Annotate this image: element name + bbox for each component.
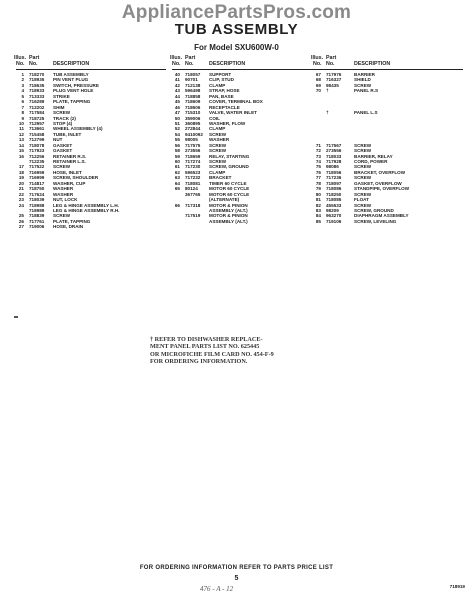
parts-column-1 — [16, 56, 166, 230]
part-description: CLIP, STUD — [209, 77, 234, 83]
part-number: 90701 — [185, 77, 198, 83]
parts-column-3 — [313, 56, 463, 224]
part-number: † — [326, 110, 329, 116]
part-description: PAN, BASE — [209, 93, 234, 99]
part-description: RECEPTACLE — [209, 104, 240, 110]
illus-number: 6 — [21, 99, 24, 105]
parts-row — [172, 219, 317, 224]
part-description: WASHER — [209, 137, 230, 143]
part-no-header: No. — [326, 61, 335, 67]
illus-number: 58 — [174, 148, 180, 154]
part-number: 9410092 — [185, 131, 203, 137]
part-no-header: No. — [29, 61, 38, 67]
illus-number: 26 — [18, 218, 24, 224]
part-number: 718081 — [185, 180, 201, 186]
illus-number: 7 — [21, 104, 24, 110]
illus-number: 43 — [174, 88, 180, 94]
model-subtitle: For Model SXU600W-0 — [194, 43, 279, 52]
part-description: WASHER, CUP — [53, 180, 86, 186]
illus-number: 42 — [174, 82, 180, 88]
part-number: 715310 — [185, 110, 201, 116]
illus-number: 9 — [21, 115, 24, 121]
illus-number: 27 — [18, 224, 24, 230]
part-description: SHIELD — [354, 77, 371, 83]
parts-column-2 — [172, 56, 317, 224]
part-number: 963270 — [326, 213, 342, 219]
handwritten-note: 476 - A - 12 — [200, 585, 234, 593]
part-description: CLAMP — [209, 82, 226, 88]
part-description: PIN VENT PLUG — [53, 77, 89, 83]
part-description: SCREW — [354, 175, 372, 181]
illus-number: 2 — [21, 77, 24, 83]
part-number: 712957 — [29, 120, 45, 126]
part-number: 718933 — [29, 88, 45, 94]
illus-number: 70 — [315, 88, 321, 94]
part-description: SHIM — [53, 104, 65, 110]
illus-number: 62 — [174, 169, 180, 175]
part-description: LEG & HINGE ASSEMBLY L.H. — [53, 202, 119, 208]
part-number: 712138 — [185, 82, 201, 88]
part-number: 98435 — [326, 82, 339, 88]
illus-number: 59 — [174, 153, 180, 159]
illus-number: 21 — [18, 186, 24, 192]
illus-number: 52 — [174, 126, 180, 132]
part-description: WASHER — [53, 186, 74, 192]
part-number: 718609 — [185, 99, 201, 105]
part-header: Part — [185, 55, 196, 61]
part-number: 273556 — [185, 148, 201, 154]
part-description: CLAMP — [209, 126, 226, 132]
page-number: 5 — [234, 575, 239, 582]
part-number: 716999 — [29, 175, 45, 181]
illus-number: 55 — [174, 137, 180, 143]
illus-number: 19 — [18, 175, 24, 181]
part-number: 367765 — [185, 191, 201, 197]
illus-number: 68 — [315, 77, 321, 83]
part-number: 718635 — [29, 82, 45, 88]
part-number: 716327 — [326, 77, 342, 83]
illus-number: 24 — [18, 202, 24, 208]
part-description: CORD, POWER — [354, 159, 388, 164]
part-description: MOTOR 60 CYCLE — [209, 186, 250, 192]
description-header: DESCRIPTION — [209, 61, 246, 67]
illus-header: Illus. — [14, 55, 27, 61]
part-number: 718270 — [29, 72, 45, 77]
part-number: 717522 — [29, 164, 45, 170]
part-number: 717519 — [185, 213, 201, 219]
part-description: BRACKET, OVERFLOW — [354, 169, 406, 175]
part-description: (ALTERNATE) — [209, 197, 240, 203]
part-number: 712202 — [29, 104, 45, 110]
part-number: 596523 — [185, 169, 201, 175]
illus-number: 73 — [315, 153, 321, 159]
illus-number: 22 — [18, 191, 24, 197]
illus-number: 81 — [315, 197, 321, 203]
illus-number: 14 — [18, 142, 24, 148]
part-description: SCREW — [53, 213, 71, 219]
part-description: SCREW — [354, 202, 372, 208]
part-description: LEG & HINGE ASSEMBLY R.H. — [53, 207, 120, 213]
part-number: 717230 — [185, 164, 201, 170]
illus-number: 82 — [315, 202, 321, 208]
part-number: 718085 — [326, 197, 342, 203]
part-description: SCREW — [53, 164, 71, 170]
illus-number: 44 — [174, 93, 180, 99]
part-number: 272844 — [185, 126, 201, 132]
part-header: Part — [326, 55, 337, 61]
illus-number: 12 — [18, 131, 24, 137]
part-description: SCREW — [53, 110, 71, 116]
part-description: PLUG VENT HOLE — [53, 88, 94, 94]
illus-number: 41 — [174, 77, 180, 83]
illus-number: 15 — [18, 148, 24, 154]
part-number: 718858 — [185, 93, 201, 99]
column-header — [16, 62, 166, 70]
illus-number: 56 — [174, 142, 180, 148]
part-number: 718989 — [29, 207, 45, 213]
part-header: Part — [29, 55, 40, 61]
part-description: RETAINER R.S. — [53, 153, 87, 159]
part-number: 717232 — [185, 175, 201, 181]
part-number: 718086 — [326, 186, 342, 192]
part-number: 713661 — [29, 126, 45, 132]
part-description: STRIKE — [53, 93, 70, 99]
part-number: 718250 — [326, 191, 342, 197]
part-number: 718988 — [29, 202, 45, 208]
illus-number: 50 — [174, 115, 180, 121]
no-header: No. — [172, 61, 181, 67]
illus-number: 4 — [21, 88, 24, 94]
part-number: † — [326, 88, 329, 94]
illus-number: 65 — [174, 186, 180, 192]
part-description: WASHER, FLOW — [209, 120, 246, 126]
part-description: WASHER — [53, 191, 74, 197]
part-description: NUT, LOCK — [53, 197, 78, 203]
part-description: SCREW, SHOULDER — [53, 175, 99, 181]
part-description: STRAP, HOSE — [209, 88, 240, 94]
part-number: 719106 — [326, 218, 342, 224]
illus-number: 5 — [21, 93, 24, 99]
part-description: HOSE, INLET — [53, 169, 82, 175]
part-description: SCREW, GROUND — [209, 164, 249, 170]
part-description: HOSE, DRAIN — [53, 224, 84, 230]
illus-number: 71 — [315, 142, 321, 148]
illus-number: 13 — [18, 137, 24, 143]
illus-number: 16 — [18, 153, 24, 159]
part-description: SCREW — [354, 148, 372, 154]
part-number: 715458 — [29, 131, 45, 137]
column-header — [172, 62, 317, 70]
part-number: 717976 — [326, 72, 342, 77]
illus-number: 85 — [315, 218, 321, 224]
part-number: 718750 — [29, 186, 45, 192]
part-description: SCREW — [209, 131, 227, 137]
parts-row — [16, 224, 166, 229]
part-number: 273556 — [326, 148, 342, 154]
part-number: 80124 — [185, 186, 198, 192]
part-description: BARRIER — [354, 72, 375, 77]
part-description: SCREW — [354, 82, 372, 88]
part-description: SCREW — [354, 164, 372, 170]
illus-number: 64 — [174, 180, 180, 186]
part-number: 717584 — [29, 110, 45, 116]
illus-number: 72 — [315, 148, 321, 154]
part-description: BARRIER, RELAY — [354, 153, 393, 159]
part-description: PANEL R.S — [354, 88, 379, 94]
part-description: SCREW — [209, 159, 227, 164]
illus-header: Illus. — [311, 55, 324, 61]
illus-number: 84 — [315, 213, 321, 219]
description-header: DESCRIPTION — [354, 61, 391, 67]
part-number: 717761 — [29, 218, 45, 224]
part-description: ASSEMBLY (ALT.) — [209, 207, 248, 213]
part-number: 713333 — [29, 93, 45, 99]
part-number: 718935 — [29, 77, 45, 83]
part-description: SCREW — [209, 148, 227, 154]
illus-number: 17 — [18, 164, 24, 170]
part-number: 712799 — [29, 137, 45, 143]
part-number: 718606 — [185, 104, 201, 110]
illus-number: 76 — [315, 169, 321, 175]
part-number: 717318 — [185, 202, 201, 208]
part-number: 717236 — [326, 175, 342, 181]
part-description: TUBE, INLET — [53, 131, 82, 137]
part-number: 716959 — [29, 169, 45, 175]
part-description: ASSEMBLY (ALT.) — [209, 218, 248, 224]
part-number: 712256 — [29, 153, 45, 159]
scan-mark — [14, 316, 18, 318]
illus-number: 18 — [18, 169, 24, 175]
illus-number: 25 — [18, 213, 24, 219]
part-description: SCREW, GROUND — [354, 207, 394, 213]
part-description: WHEEL ASSEMBLY (4) — [53, 126, 103, 132]
illus-number: 1 — [21, 72, 24, 77]
part-description: NUT — [53, 137, 63, 143]
part-description: PANEL L.S — [354, 110, 378, 116]
illus-number: 20 — [18, 180, 24, 186]
part-description: SCREW — [209, 142, 227, 148]
part-description: FLOAT — [354, 197, 369, 203]
illus-number: 45 — [174, 99, 180, 105]
illus-header: Illus. — [170, 55, 183, 61]
illus-number: 63 — [174, 175, 180, 181]
replacement-panel-note: † REFER TO DISHWASHER REPLACE- MENT PANEL PARTS LIST NO. 625445 OR MICROFICHE FILM CARD NO. 454-F-9 FOR ORDERING INFORMATION. — [150, 336, 274, 366]
part-number: 98209 — [326, 207, 339, 213]
illus-number: 3 — [21, 82, 24, 88]
illus-number: 77 — [315, 175, 321, 181]
illus-number: 79 — [315, 186, 321, 192]
illus-number: 80 — [315, 191, 321, 197]
part-description: GASKET, OVERFLOW — [354, 180, 402, 186]
part-description: TUB ASSEMBLY — [53, 72, 89, 77]
illus-number: 66 — [174, 202, 180, 208]
part-description: SUPPORT — [209, 72, 232, 77]
part-description: SCREW, LEVELING — [354, 218, 397, 224]
illus-number: 60 — [174, 159, 180, 164]
part-number: 712235 — [29, 159, 45, 164]
illus-number: 8 — [21, 110, 24, 116]
description-header: DESCRIPTION — [53, 61, 90, 67]
part-number: 717567 — [326, 142, 342, 148]
part-number: 716289 — [29, 99, 45, 105]
part-description: SWITCH, PRESSURE — [53, 82, 99, 88]
part-description: SCREW — [354, 191, 372, 197]
part-description: TIMER 60 CYCLE — [209, 180, 247, 186]
part-number: 98086 — [326, 164, 339, 170]
part-number: 455533 — [326, 202, 342, 208]
part-number: 360895 — [185, 120, 201, 126]
part-description: SCREW — [354, 142, 372, 148]
part-number: 714817 — [29, 180, 45, 186]
illus-number: 69 — [315, 82, 321, 88]
illus-number: 11 — [19, 126, 24, 132]
illus-number: 40 — [174, 72, 180, 77]
illus-number: 61 — [174, 164, 180, 170]
illus-number: 78 — [315, 180, 321, 186]
part-number: 718725 — [29, 115, 45, 121]
part-description: TRACK (2) — [53, 115, 76, 121]
part-number: 718839 — [29, 213, 45, 219]
part-description: DIAPHRAGM ASSEMBLY — [354, 213, 409, 219]
page-title: TUB ASSEMBLY — [174, 21, 299, 38]
part-description: STOP (4) — [53, 120, 73, 126]
column-header — [313, 62, 463, 70]
part-number: 717928 — [326, 159, 342, 164]
part-description: MOTOR & PINION — [209, 202, 248, 208]
part-number: 718039 — [29, 197, 45, 203]
part-description: PLATE, TAPPING — [53, 99, 91, 105]
part-description: RELAY, STARTING — [209, 153, 250, 159]
part-description: RETAINER L.S. — [53, 159, 86, 164]
part-number: 717575 — [185, 142, 201, 148]
part-description: VALVE, WATER INLET — [209, 110, 257, 116]
illus-number: 47 — [174, 110, 180, 116]
part-number: 359006 — [185, 115, 201, 121]
part-description: STANDPIPE, OVERFLOW — [354, 186, 410, 192]
part-description: GASKET — [53, 142, 73, 148]
illus-number: 54 — [174, 131, 180, 137]
part-number: 98005 — [185, 137, 198, 143]
illus-number: 10 — [18, 120, 24, 126]
part-number: 717923 — [29, 148, 45, 154]
part-number: 718078 — [29, 142, 45, 148]
part-description: PLATE, TAPPING — [53, 218, 91, 224]
ordering-footer: FOR ORDERING INFORMATION REFER TO PARTS PRICE LIST — [139, 565, 334, 571]
part-number: 718056 — [326, 169, 342, 175]
part-description: MOTOR & PINION — [209, 213, 248, 219]
illus-number: 75 — [315, 164, 321, 170]
part-number: 718057 — [185, 72, 201, 77]
no-header: No. — [16, 61, 25, 67]
illus-number: 46 — [174, 104, 180, 110]
illus-number: 83 — [315, 207, 321, 213]
part-description: CLAMP — [209, 169, 226, 175]
part-number: 717274 — [185, 159, 201, 164]
part-no-header: No. — [185, 61, 194, 67]
part-number: 718033 — [326, 153, 342, 159]
no-header: No. — [313, 61, 322, 67]
part-description: BRACKET — [209, 175, 232, 181]
part-description: COIL — [209, 115, 220, 121]
part-number: 718659 — [185, 153, 201, 159]
document-code: 718919 — [449, 584, 465, 589]
part-number: 718097 — [326, 180, 342, 186]
part-number: 717624 — [29, 191, 45, 197]
part-number: 596498 — [185, 88, 201, 94]
illus-number: 74 — [315, 159, 321, 164]
part-number: 719006 — [29, 224, 45, 230]
illus-number: 67 — [315, 72, 321, 77]
illus-number: 51 — [174, 120, 180, 126]
part-description: MOTOR 60 CYCLE — [209, 191, 250, 197]
watermark: AppliancePartsPros.com — [121, 2, 352, 23]
part-description: COVER, TERMINAL BOX — [209, 99, 263, 105]
part-description: GASKET — [53, 148, 73, 154]
illus-number: 23 — [18, 197, 24, 203]
parts-row — [313, 219, 463, 224]
